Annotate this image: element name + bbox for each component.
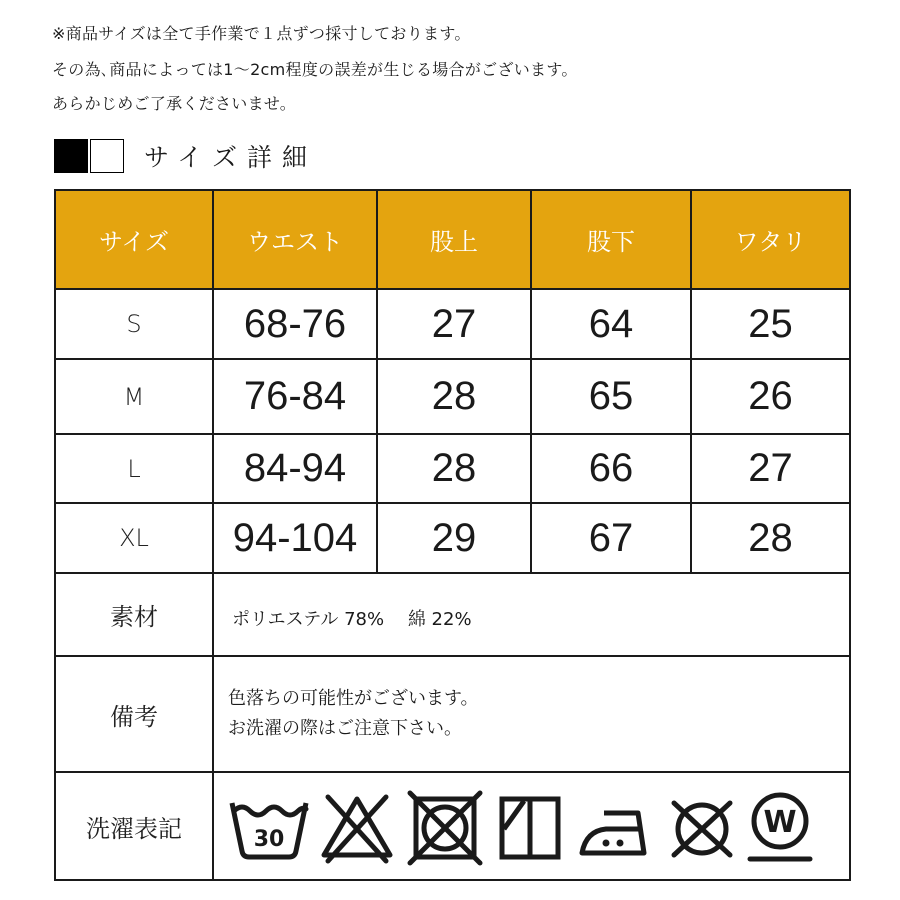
wet-clean-icon [742, 789, 818, 869]
waist-xl: 94-104 [232, 515, 358, 560]
header-rise: 股上 [378, 191, 530, 288]
black-square-icon [54, 139, 88, 173]
header-waist: ウエスト [214, 191, 376, 288]
inseam-s: 64 [588, 301, 634, 346]
size-s: S [126, 310, 142, 338]
size-l: L [127, 454, 141, 483]
waist-m: 76-84 [243, 374, 347, 418]
note-line-2: その為､商品によっては1～2cm程度の誤差が生じる場合がございます。 [52, 60, 578, 79]
line-dry-icon [494, 789, 566, 869]
remarks-line-1: 色落ちの可能性がございます。 [228, 688, 479, 709]
grid-line [56, 358, 849, 360]
no-dry-clean-icon [666, 789, 738, 869]
no-tumble-dry-icon [404, 789, 486, 869]
waist-s: 68-76 [243, 301, 347, 346]
grid-line [56, 771, 849, 773]
thigh-l: 27 [748, 446, 793, 490]
material-value: ポリエステル 78% 綿 22% [232, 609, 472, 630]
remarks-line-2: お洗濯の際はご注意下さい。 [228, 718, 462, 739]
note-line-1: ※商品サイズは全て手作業で１点ずつ採寸しております。 [52, 24, 471, 43]
grid-line [56, 433, 849, 435]
grid-line [212, 191, 214, 879]
rise-m: 28 [431, 374, 477, 418]
grid-line [690, 191, 692, 574]
no-bleach-icon [316, 789, 398, 869]
rise-xl: 29 [431, 515, 477, 560]
white-square-icon [90, 139, 124, 173]
header-thigh: ワタリ [692, 191, 849, 288]
remarks-value [228, 684, 479, 744]
section-title [54, 138, 317, 174]
thigh-xl: 28 [748, 515, 793, 560]
size-table [54, 189, 851, 881]
wash-30-icon [226, 789, 312, 869]
thigh-s: 25 [748, 301, 793, 346]
remarks-label: 備考 [110, 702, 158, 731]
note-line-3: あらかじめご了承くださいませ。 [52, 94, 297, 113]
grid-line [530, 191, 532, 574]
inseam-m: 65 [588, 374, 634, 418]
grid-line [56, 288, 849, 290]
grid-line [376, 191, 378, 574]
header-inseam: 股下 [532, 191, 690, 288]
size-xl: XL [119, 524, 149, 552]
inseam-l: 66 [588, 446, 634, 490]
rise-s: 27 [431, 301, 477, 346]
wash-temp-text: 30 [253, 827, 285, 852]
wet-clean-text: W [763, 805, 797, 840]
iron-medium-icon [574, 789, 660, 869]
material-label: 素材 [110, 603, 158, 631]
care-label: 洗濯表記 [86, 814, 182, 843]
waist-l: 84-94 [243, 446, 347, 490]
inseam-xl: 67 [588, 515, 634, 560]
section-title-label: サイズ詳細 [144, 143, 318, 172]
header-size: サイズ [56, 191, 212, 288]
size-m: M [123, 382, 145, 411]
grid-line [56, 502, 849, 504]
grid-line [56, 572, 849, 574]
rise-l: 28 [431, 446, 477, 490]
care-icons [226, 789, 818, 869]
grid-line [56, 655, 849, 657]
thigh-m: 26 [748, 374, 793, 418]
